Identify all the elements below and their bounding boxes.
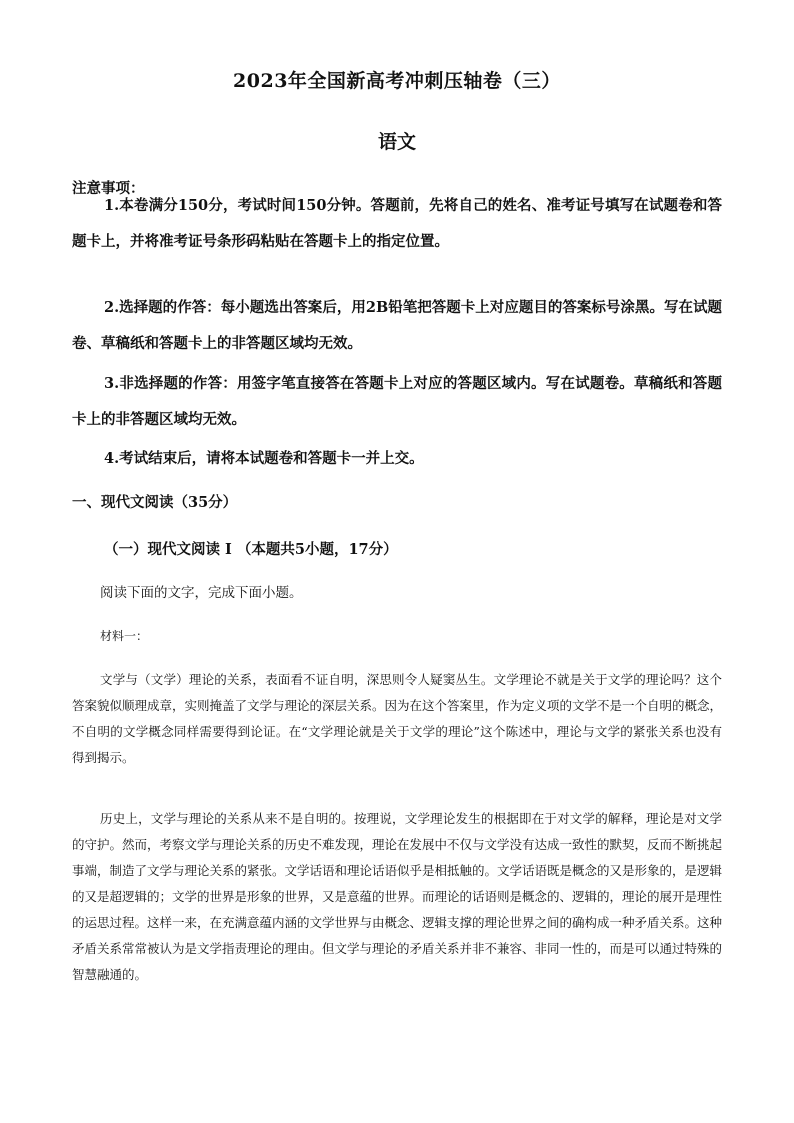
material-paragraph-2: 历史上，文学与理论的关系从来不是自明的。按理说，文学理论发生的根据即在于对文学的解释，理论是对文学的守护。然而，考察文学与理论关系的历史不难发现，理论在发展中不仅与文学没有达成一致性的默契，反而不断挑起事端，制造了文学与理论关系的紧张。文学话语和理论话语似乎是相抵触的。文学话语既是概念的又是形象的，是逻辑的又是超逻辑的；文学的世界是形象的世界，又是意蕴的世界。而理论的话语则是概念的、逻辑的，理论的展开是理性的运思过程。这样一来，在充满意蕴内涵的文学世界与由概念、逻辑支撑的理论世界之间的确构成一种矛盾关系。这种矛盾关系常常被认为是文学指责理论的理由。但文学与理论的矛盾关系并非不兼容、非同一性的，而是可以通过特殊的智慧融通的。: [72, 811, 723, 982]
notice-heading: 注意事项：: [72, 180, 145, 197]
notice-item-1: 1.本卷满分150分，考试时间150分钟。答题前，先将自己的姓名、准考证号填写在试题卷和答题卡上，并将准考证号条形码粘贴在答题卡上的指定位置。: [72, 197, 722, 250]
notice-item-4: 4.考试结束后，请将本试题卷和答题卡一并上交。: [104, 450, 424, 467]
subject-title: 语文: [377, 131, 416, 153]
subsection-heading: （一）现代文阅读 I （本题共5小题，17分）: [104, 541, 398, 558]
material-paragraph-1: 文学与（文学）理论的关系，表面看不证自明，深思则令人疑窦丛生。文学理论不就是关于文学的理论吗？这个答案貌似顺理成章，实则掩盖了文学与理论的深层关系。因为在这个答案里，作为定义项的文学不是一个自明的概念，不自明的文学概念同样需要得到论证。在“文学理论就是关于文学的理论”这个陈述中，理论与文学的紧张关系也没有得到揭示。: [72, 672, 723, 765]
notice-item-3: 3.非选择题的作答：用签字笔直接答在答题卡上对应的答题区域内。写在试题卷。草稿纸和答题卡上的非答题区域均无效。: [72, 375, 722, 428]
reading-instruction: 阅读下面的文字，完成下面小题。: [100, 585, 303, 601]
notice-item-2: 2.选择题的作答：每小题选出答案后，用2B铅笔把答题卡上对应题目的答案标号涂黑。写在试题卷、草稿纸和答题卡上的非答题区域均无效。: [72, 299, 722, 352]
section-heading: 一、现代文阅读（35分）: [72, 494, 238, 511]
material-label: 材料一：: [100, 629, 149, 643]
exam-title: 2023年全国新高考冲刺压轴卷（三）: [233, 70, 561, 92]
